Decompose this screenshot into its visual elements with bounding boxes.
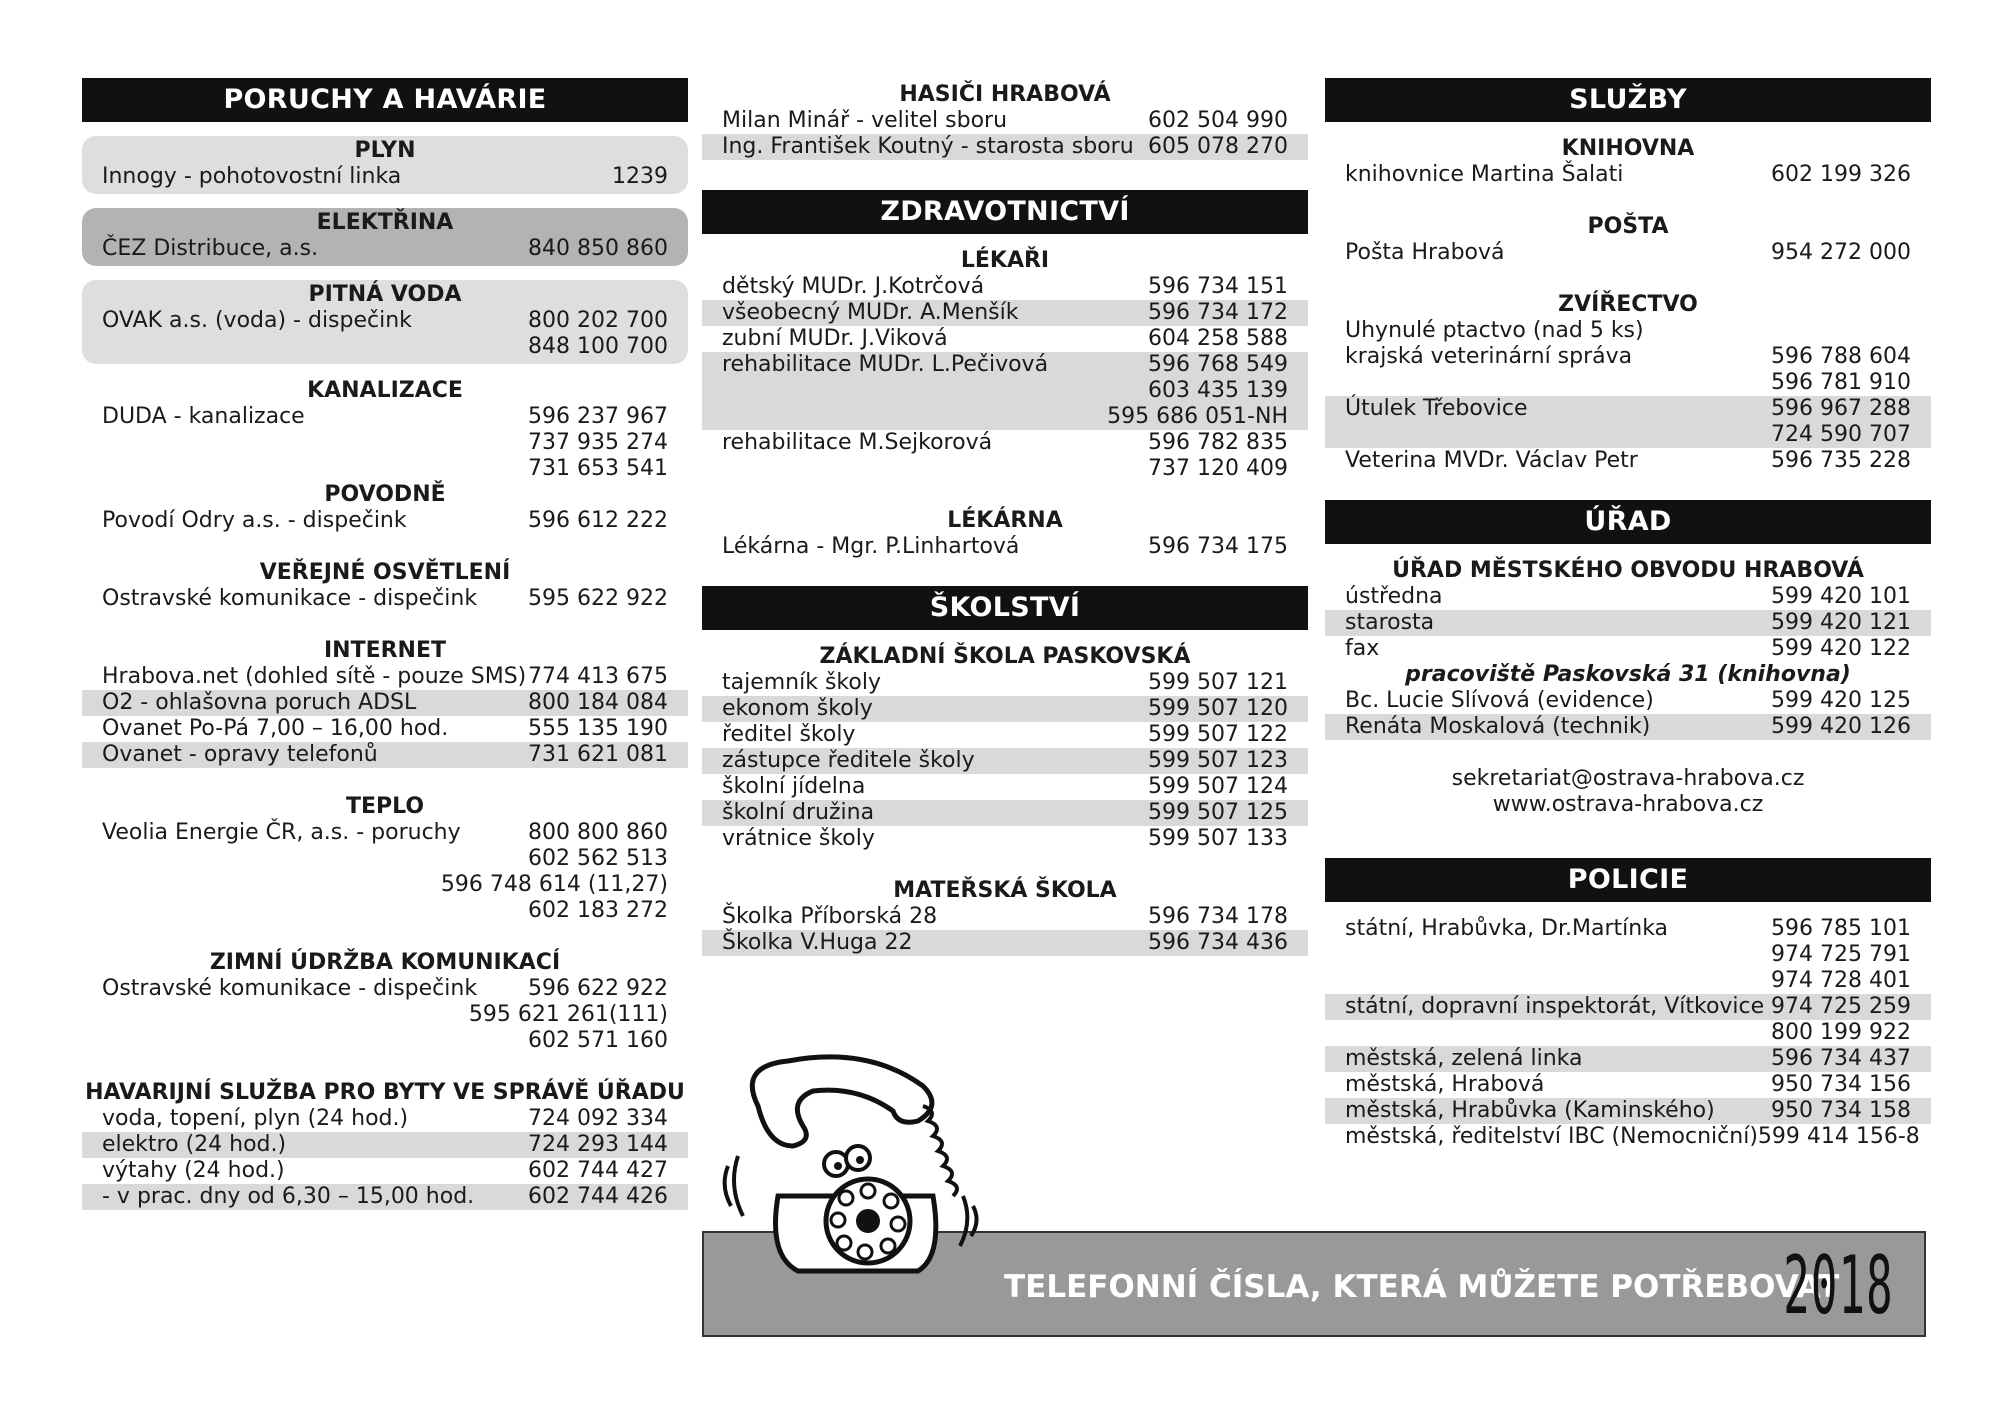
contact-label: Ostravské komunikace - dispečink (102, 976, 478, 1001)
phone-number: 595 622 922 (528, 586, 668, 611)
phone-number: 599 507 133 (1148, 826, 1288, 851)
contact-row (702, 670, 1308, 696)
phone-number: 596 788 604 (1771, 344, 1911, 369)
group-internet (82, 638, 688, 768)
contact-label: krajská veterinární správa (1345, 344, 1633, 369)
contact-row (702, 274, 1308, 300)
contact-row (1325, 942, 1931, 968)
contact-label: městská, Hrabůvka (Kaminského) (1345, 1098, 1715, 1123)
group-title: INTERNET (323, 638, 447, 663)
contact-row (82, 1028, 688, 1054)
phone-number: 599 507 123 (1148, 748, 1288, 773)
contact-label: Školka Příborská 28 (722, 904, 938, 929)
contact-row (702, 430, 1308, 456)
contact-row (82, 1158, 688, 1184)
contact-row (82, 236, 688, 262)
contact-label: městská, zelená linka (1345, 1046, 1583, 1071)
phone-number: 800 202 700 (528, 308, 668, 333)
contact-label: knihovnice Martina Šalati (1345, 162, 1624, 187)
contact-label: zubní MUDr. J.Viková (722, 326, 948, 351)
contact-label: Útulek Třebovice (1345, 396, 1528, 421)
contact-row (1325, 1020, 1931, 1046)
phone-number: 596 734 175 (1148, 534, 1288, 559)
contact-row (702, 134, 1308, 160)
contact-row (1325, 1046, 1931, 1072)
contact-row (702, 904, 1308, 930)
contact-label: fax (1345, 636, 1380, 661)
contact-label: dětský MUDr. J.Kotrčová (722, 274, 985, 299)
phone-number: 604 258 588 (1148, 326, 1288, 351)
contact-row (82, 508, 688, 534)
contact-row (702, 352, 1308, 378)
phone-number: 800 184 084 (528, 690, 668, 715)
contact-label: ředitel školy (722, 722, 856, 747)
group-policie (1325, 916, 1931, 1150)
phone-number: 800 199 922 (1771, 1020, 1911, 1045)
contact-row (1325, 610, 1931, 636)
group-title: HAVARIJNÍ SLUŽBA PRO BYTY VE SPRÁVĚ ÚŘADU (85, 1080, 685, 1105)
phone-number: 596 781 910 (1771, 370, 1911, 395)
contact-row (82, 742, 688, 768)
phone-number: 950 734 158 (1771, 1098, 1911, 1123)
contact-row (702, 404, 1308, 430)
phone-number: 596 612 222 (528, 508, 668, 533)
rotary-telephone-icon (718, 1046, 988, 1286)
phone-number: 840 850 860 (528, 236, 668, 261)
contact-label: Lékárna - Mgr. P.Linhartová (722, 534, 1020, 559)
phone-number: 596 768 549 (1148, 352, 1288, 377)
section-header-skolstvi: ŠKOLSTVÍ (702, 586, 1308, 630)
phone-number: 599 507 122 (1148, 722, 1288, 747)
group-title: HASIČI HRABOVÁ (899, 82, 1111, 107)
group-teplo (82, 794, 688, 924)
contact-row (1325, 968, 1931, 994)
group-urad (1325, 558, 1931, 740)
contact-row (82, 308, 688, 334)
phone-number: 596 785 101 (1771, 916, 1911, 941)
contact-row (1325, 370, 1931, 396)
contact-row (82, 690, 688, 716)
phone-number: 800 800 860 (528, 820, 668, 845)
group-zimni (82, 950, 688, 1054)
phone-number: 599 507 120 (1148, 696, 1288, 721)
group-title: ZIMNÍ ÚDRŽBA KOMUNIKACÍ (209, 950, 561, 975)
contact-label: Milan Minář - velitel sboru (722, 108, 1008, 133)
group-title: ELEKTŘINA (316, 210, 454, 235)
phone-number: 602 183 272 (528, 898, 668, 923)
contact-row (702, 722, 1308, 748)
phone-number: 954 272 000 (1771, 240, 1911, 265)
phone-number: 1239 (612, 164, 668, 189)
group-kanalizace (82, 378, 688, 482)
phone-number: 724 092 334 (528, 1106, 668, 1131)
contact-label: OVAK a.s. (voda) - dispečink (102, 308, 412, 333)
contact-label: tajemník školy (722, 670, 881, 695)
group-zvirectvo (1325, 292, 1931, 474)
contact-label: městská, Hrabová (1345, 1072, 1545, 1097)
group-povodne (82, 482, 688, 534)
group-elektrina (82, 208, 688, 266)
contact-row (1325, 448, 1931, 474)
group-title: PLYN (354, 138, 416, 163)
group-lekarna (702, 508, 1308, 560)
contact-row (702, 300, 1308, 326)
contact-label: Ovanet - opravy telefonů (102, 742, 378, 767)
contact-row (82, 664, 688, 690)
column-sluzby (1325, 78, 1931, 1150)
section-header-poruchy: PORUCHY A HAVÁRIE (82, 78, 688, 122)
contact-row (82, 872, 688, 898)
contact-label: všeobecný MUDr. A.Menšík (722, 300, 1019, 325)
contact-label: Veolia Energie ČR, a.s. - poruchy (102, 820, 461, 845)
contact-row (1325, 688, 1931, 714)
phone-number: 602 562 513 (528, 846, 668, 871)
phone-number: 974 728 401 (1771, 968, 1911, 993)
contact-label: rehabilitace M.Sejkorová (722, 430, 993, 455)
contact-label: školní jídelna (722, 774, 866, 799)
phone-number: 599 420 126 (1771, 714, 1911, 739)
phone-number: 595 686 051-NH (1107, 404, 1288, 429)
contact-row (82, 1184, 688, 1210)
contact-row (82, 1002, 688, 1028)
banner-year: 2018 (1783, 1239, 1894, 1332)
contact-row (82, 898, 688, 924)
phone-number: 555 135 190 (528, 716, 668, 741)
contact-row (702, 108, 1308, 134)
contact-row (702, 456, 1308, 482)
phone-number: 974 725 791 (1771, 942, 1911, 967)
phone-number: 724 590 707 (1771, 422, 1911, 447)
group-title: ZVÍŘECTVO (1558, 292, 1698, 317)
banner-title: TELEFONNÍ ČÍSLA, KTERÁ MŮŽETE POTŘEBOVAT (1004, 1269, 1840, 1305)
contact-label: výtahy (24 hod.) (102, 1158, 285, 1183)
phone-number: 599 420 121 (1771, 610, 1911, 635)
phone-number: 599 420 122 (1771, 636, 1911, 661)
contact-row (702, 696, 1308, 722)
contact-label: Innogy - pohotovostní linka (102, 164, 402, 189)
contact-label: Školka V.Huga 22 (722, 930, 913, 955)
contact-row (1325, 240, 1931, 266)
group-hasici (702, 82, 1308, 160)
contact-label: elektro (24 hod.) (102, 1132, 287, 1157)
section-header-policie: POLICIE (1325, 858, 1931, 902)
contact-label: státní, Hrabůvka, Dr.Martínka (1345, 916, 1669, 941)
section-header-sluzby: SLUŽBY (1325, 78, 1931, 122)
contact-label: zástupce ředitele školy (722, 748, 975, 773)
phone-number: 602 744 427 (528, 1158, 668, 1183)
phone-number: 596 967 288 (1771, 396, 1911, 421)
contact-row (702, 826, 1308, 852)
contact-row (82, 586, 688, 612)
phone-number: 596 734 151 (1148, 274, 1288, 299)
phone-number: 596 734 178 (1148, 904, 1288, 929)
contact-label: O2 - ohlašovna poruch ADSL (102, 690, 417, 715)
contact-label: Bc. Lucie Slívová (evidence) (1345, 688, 1654, 713)
column-zdravotnictvi-skolstvi (702, 82, 1308, 956)
contact-row (82, 430, 688, 456)
contact-row (1325, 422, 1931, 448)
contact-row (82, 404, 688, 430)
contact-row (702, 326, 1308, 352)
group-title: ÚŘAD MĚSTSKÉHO OBVODU HRABOVÁ (1392, 558, 1864, 583)
contact-row (82, 846, 688, 872)
contact-label: ČEZ Distribuce, a.s. (102, 236, 319, 261)
group-title: POVODNĚ (324, 482, 446, 507)
group-title: KNIHOVNA (1561, 136, 1695, 161)
phone-number: 774 413 675 (528, 664, 668, 689)
contact-row (1325, 318, 1931, 344)
group-posta (1325, 214, 1931, 266)
contact-row (702, 774, 1308, 800)
phone-number: 599 507 121 (1148, 670, 1288, 695)
phone-number: 595 621 261(111) (468, 1002, 668, 1027)
group-havarijni (82, 1080, 688, 1210)
group-knihovna (1325, 136, 1931, 188)
phone-number: 596 734 172 (1148, 300, 1288, 325)
phone-number: 596 237 967 (528, 404, 668, 429)
contact-label: Ovanet Po-Pá 7,00 – 16,00 hod. (102, 716, 449, 741)
contact-label: vrátnice školy (722, 826, 875, 851)
contact-row (82, 1106, 688, 1132)
phone-number: 599 420 125 (1771, 688, 1911, 713)
group-subtitle: pracoviště Paskovská 31 (knihovna) (1405, 662, 1851, 687)
phone-number: 950 734 156 (1771, 1072, 1911, 1097)
contact-row (82, 976, 688, 1002)
contact-row (1325, 714, 1931, 740)
contact-row (1325, 994, 1931, 1020)
contact-row (82, 716, 688, 742)
phone-number: 596 735 228 (1771, 448, 1911, 473)
contact-label: starosta (1345, 610, 1435, 635)
contact-label: Renáta Moskalová (technik) (1345, 714, 1651, 739)
column-poruchy (82, 78, 688, 1210)
phone-number: 724 293 144 (528, 1132, 668, 1157)
contact-row (1325, 162, 1931, 188)
contact-label: Hrabova.net (dohled sítě - pouze SMS) (102, 664, 527, 689)
group-lekari (702, 248, 1308, 482)
contact-label: Ostravské komunikace - dispečink (102, 586, 478, 611)
contact-label: Uhynulé ptactvo (nad 5 ks) (1345, 318, 1644, 343)
group-voda (82, 280, 688, 364)
contact-label: školní družina (722, 800, 875, 825)
phone-number: 602 744 426 (528, 1184, 668, 1209)
contact-row (702, 534, 1308, 560)
contact-label: Pošta Hrabová (1345, 240, 1505, 265)
phone-number: 602 504 990 (1148, 108, 1288, 133)
contact-row (1325, 1072, 1931, 1098)
group-title: LÉKÁRNA (947, 508, 1063, 533)
phone-number: 737 120 409 (1148, 456, 1288, 481)
phone-number: 599 420 101 (1771, 584, 1911, 609)
group-title: MATEŘSKÁ ŠKOLA (893, 878, 1117, 903)
contact-row (702, 748, 1308, 774)
phone-number: 596 782 835 (1148, 430, 1288, 455)
phone-number: 596 734 436 (1148, 930, 1288, 955)
group-osvetleni (82, 560, 688, 612)
contact-label: Veterina MVDr. Václav Petr (1345, 448, 1638, 473)
contact-label: voda, topení, plyn (24 hod.) (102, 1106, 409, 1131)
phone-number: 599 414 156-8 (1757, 1124, 1920, 1149)
group-title: PITNÁ VODA (308, 282, 462, 307)
contact-label: - v prac. dny od 6,30 – 15,00 hod. (102, 1184, 475, 1209)
contact-row (1325, 1098, 1931, 1124)
group-zakladni-skola (702, 644, 1308, 852)
contact-row (1325, 916, 1931, 942)
phone-number: 599 507 124 (1148, 774, 1288, 799)
contact-row (702, 800, 1308, 826)
contact-row (1325, 396, 1931, 422)
group-materska-skola (702, 878, 1308, 956)
contact-row (1325, 636, 1931, 662)
phone-number: 731 653 541 (528, 456, 668, 481)
phone-number: 731 621 081 (528, 742, 668, 767)
phone-number: 974 725 259 (1771, 994, 1911, 1019)
contact-label: městská, ředitelství IBC (Nemocniční) (1345, 1124, 1758, 1149)
phone-number: 737 935 274 (528, 430, 668, 455)
contact-row (82, 1132, 688, 1158)
group-title: LÉKAŘI (960, 248, 1050, 273)
contact-row (82, 456, 688, 482)
contact-row (702, 930, 1308, 956)
contact-label: Povodí Odry a.s. - dispečink (102, 508, 407, 533)
group-title: ZÁKLADNÍ ŠKOLA PASKOVSKÁ (819, 644, 1191, 669)
contact-label: Ing. František Koutný - starosta sboru (722, 134, 1134, 159)
group-title: TEPLO (345, 794, 425, 819)
phone-number: 596 748 614 (11,27) (440, 872, 668, 897)
phone-number: 596 734 437 (1771, 1046, 1911, 1071)
contact-row (82, 164, 688, 190)
phone-number: 602 571 160 (528, 1028, 668, 1053)
contact-row (702, 378, 1308, 404)
contact-row (1325, 1124, 1931, 1150)
phone-number: 599 507 125 (1148, 800, 1288, 825)
phone-number: 602 199 326 (1771, 162, 1911, 187)
website-link[interactable]: www.ostrava-hrabova.cz (1492, 792, 1764, 817)
contact-row (1325, 344, 1931, 370)
group-plyn (82, 136, 688, 194)
group-title: VEŘEJNÉ OSVĚTLENÍ (259, 560, 511, 585)
group-title: KANALIZACE (307, 378, 463, 403)
phone-number: 605 078 270 (1148, 134, 1288, 159)
contact-row (82, 820, 688, 846)
email-link[interactable]: sekretariat@ostrava-hrabova.cz (1451, 766, 1805, 791)
phone-number: 848 100 700 (528, 334, 668, 359)
phone-number: 596 622 922 (528, 976, 668, 1001)
section-header-zdravotnictvi: ZDRAVOTNICTVÍ (702, 190, 1308, 234)
contact-label: státní, dopravní inspektorát, Vítkovice (1345, 994, 1765, 1019)
section-header-urad: ÚŘAD (1325, 500, 1931, 544)
contact-label: rehabilitace MUDr. L.Pečivová (722, 352, 1049, 377)
contact-label: ústředna (1345, 584, 1443, 609)
contact-label: DUDA - kanalizace (102, 404, 305, 429)
phone-number: 603 435 139 (1148, 378, 1288, 403)
contact-label: ekonom školy (722, 696, 873, 721)
contact-row (82, 334, 688, 360)
contact-row (1325, 584, 1931, 610)
group-title: POŠTA (1587, 214, 1669, 239)
